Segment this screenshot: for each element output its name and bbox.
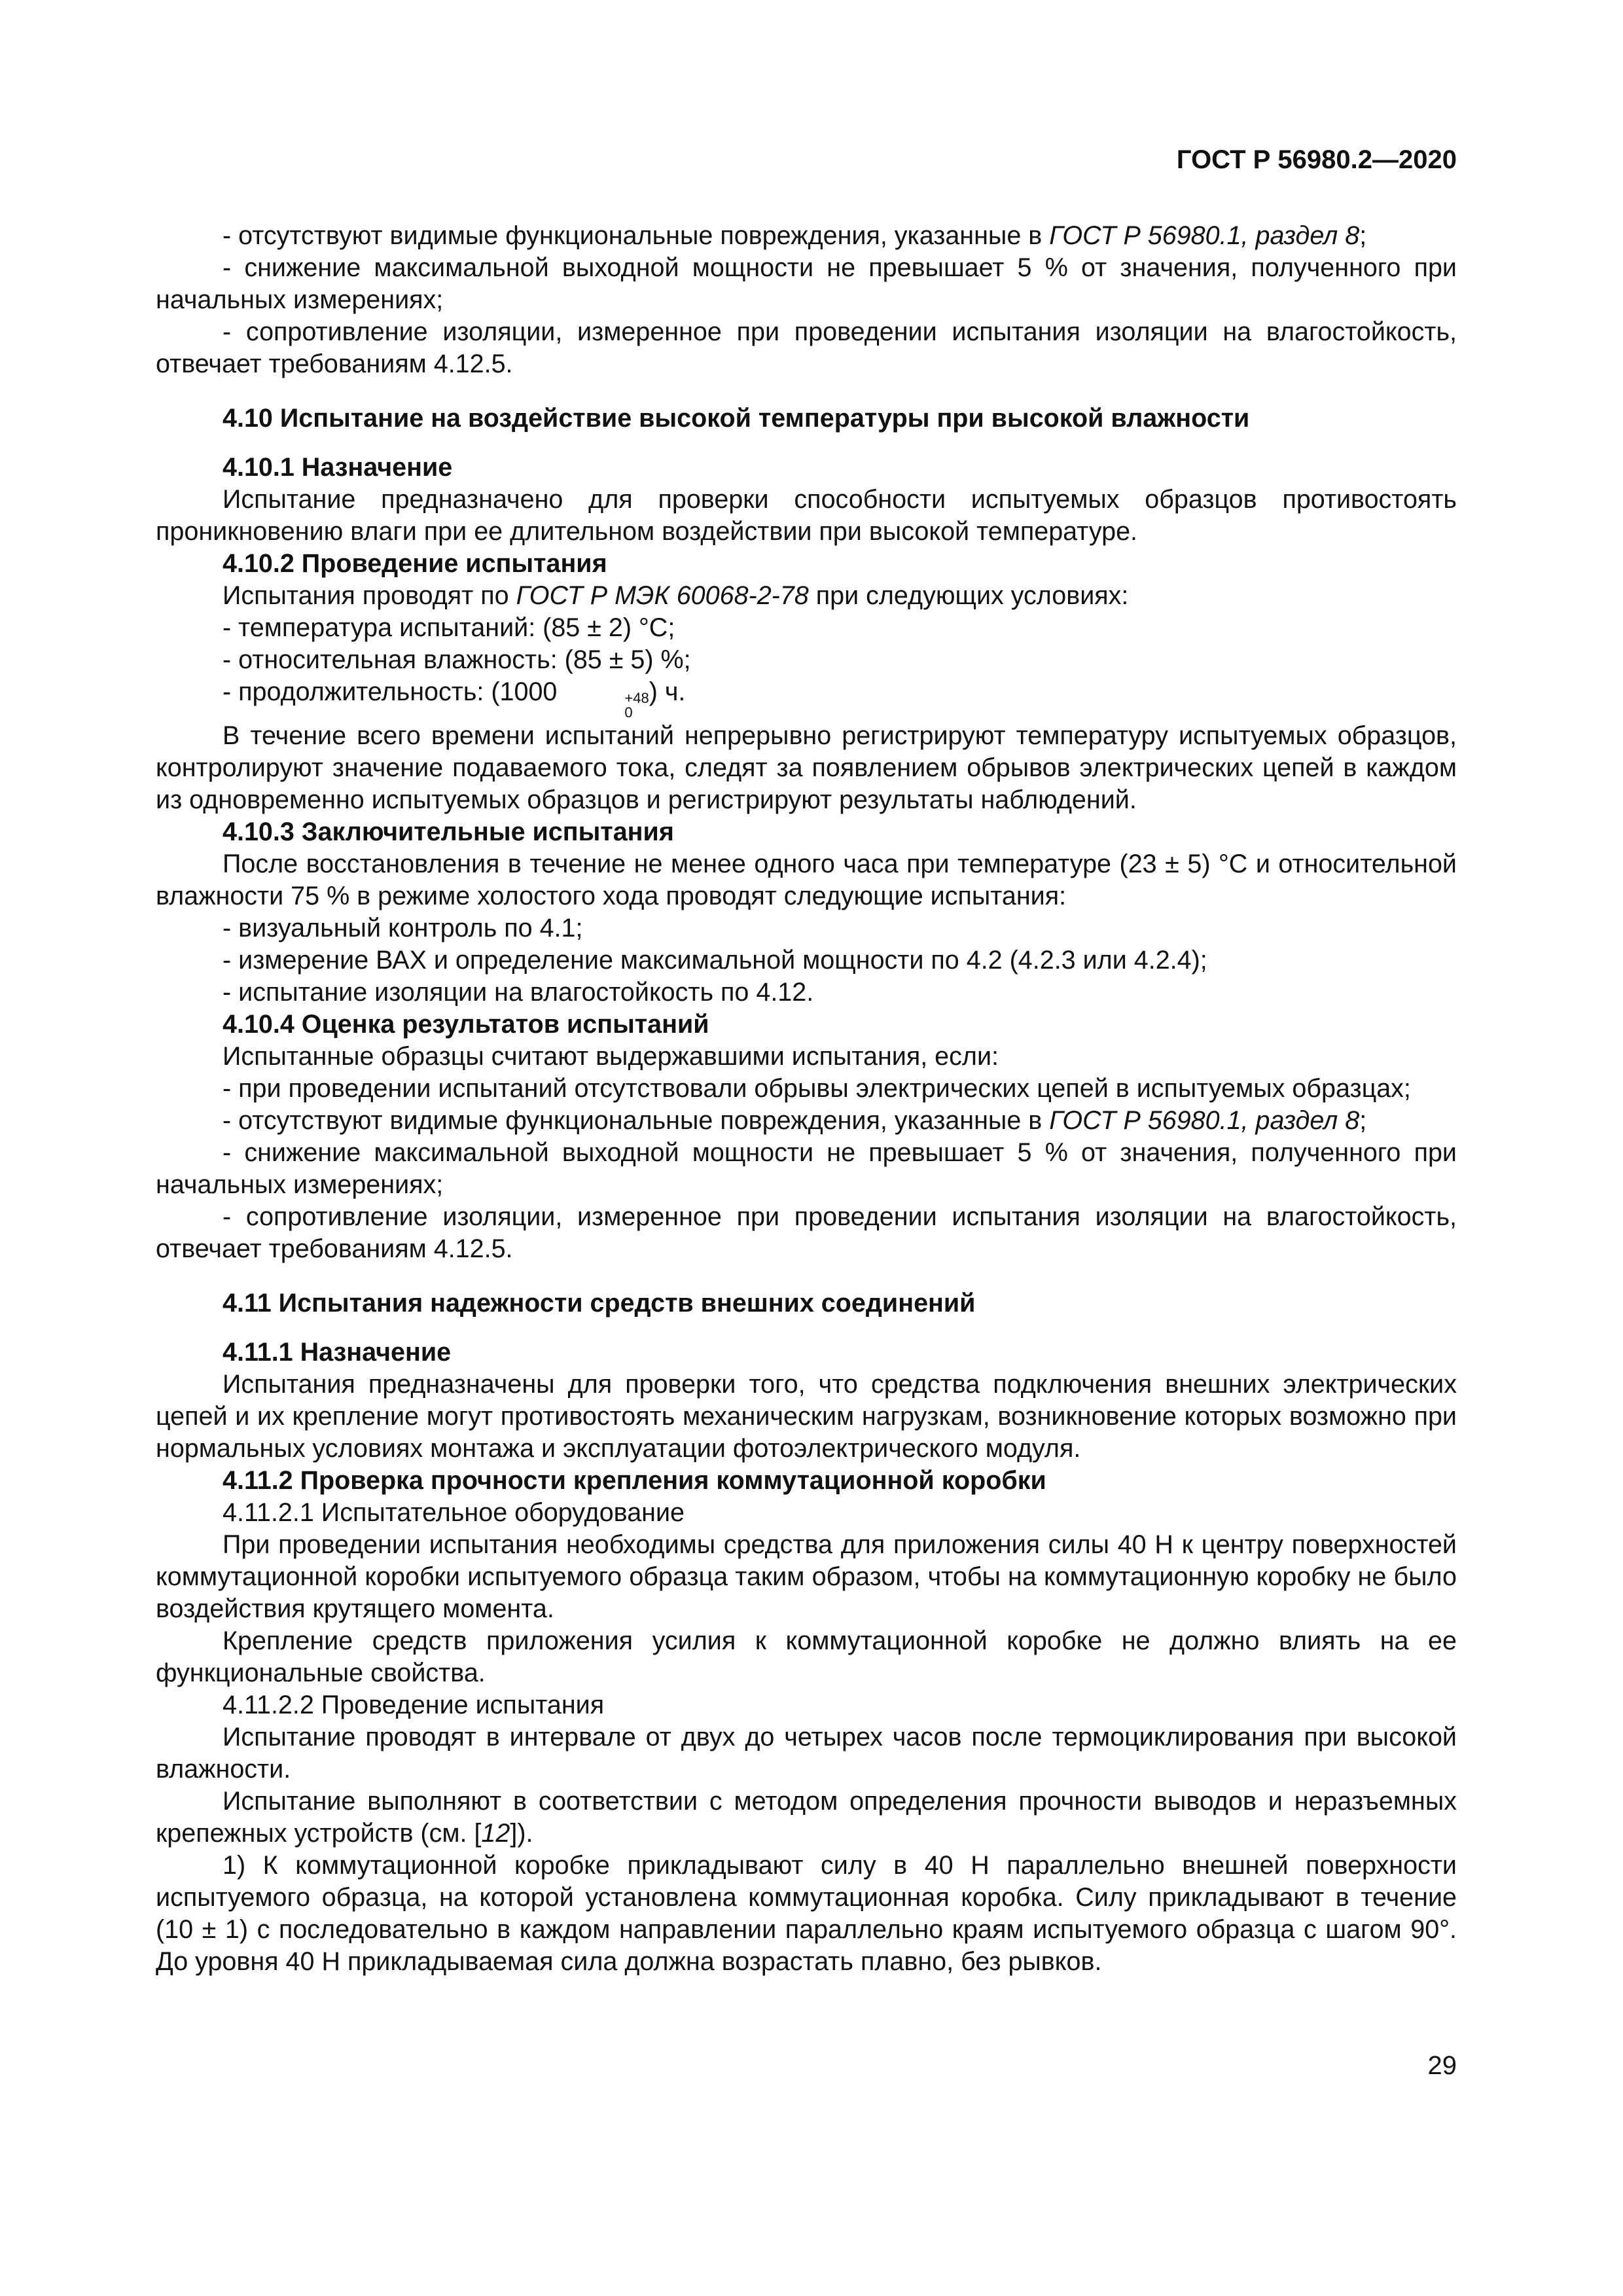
list-line bbox=[156, 1073, 1457, 1105]
subsection-heading bbox=[156, 1009, 1457, 1041]
list-line bbox=[156, 944, 1457, 977]
subsection-heading bbox=[156, 816, 1457, 848]
reference-text: 12 bbox=[481, 1819, 510, 1848]
clause-heading bbox=[156, 1497, 1457, 1529]
reference-text: ГОСТ Р 56980.1, раздел 8 bbox=[1049, 221, 1360, 250]
text-run: - при проведении испытаний отсутствовали обрывы электрических цепей в испытуемых образцах; bbox=[223, 1074, 1411, 1103]
list-line bbox=[156, 912, 1457, 944]
text-run: ) ч. bbox=[649, 677, 686, 706]
list-line bbox=[156, 1041, 1457, 1073]
text-run: - снижение максимальной выходной мощности не превышает 5 % от значения, полученного при начальных измерениях; bbox=[156, 253, 1457, 314]
text-run: 4.11.2.2 Проведение испытания bbox=[223, 1691, 605, 1719]
text-run: - отсутствуют видимые функциональные повреждения, указанные в bbox=[223, 1106, 1050, 1135]
list-line bbox=[156, 644, 1457, 676]
text-run: - испытание изоляции на влагостойкость по 4.12. bbox=[223, 978, 814, 1007]
subsection-heading bbox=[156, 1336, 1457, 1369]
paragraph bbox=[156, 1137, 1457, 1201]
clause-heading bbox=[156, 1689, 1457, 1721]
subsection-heading bbox=[156, 1465, 1457, 1497]
text-run: ; bbox=[1359, 1106, 1367, 1135]
section-heading bbox=[156, 1287, 1457, 1319]
text-run: 1) К коммутационной коробке прикладывают силу в 40 Н параллельно внешней поверхности испытуемого образца, на которой установлена коммутационная коробка. Силу прикладывают в течение (10 ± 1) с последовательно в каждом направлении параллельно краям испытуемого образца с шагом 90°. До уровня 40 Н прикладываемая сила должна возрастать плавно, без рывков. bbox=[156, 1851, 1457, 1976]
text-run: Испытания проводят по bbox=[223, 581, 516, 610]
subsection-heading bbox=[156, 548, 1457, 580]
text-run: Испытание проводят в интервале от двух до четырех часов после термоциклирования при высокой влажности. bbox=[156, 1723, 1457, 1784]
text-run: - продолжительность: (1000 bbox=[223, 677, 558, 706]
paragraph bbox=[156, 316, 1457, 380]
text-run: - измерение ВАХ и определение максимальной мощности по 4.2 (4.2.3 или 4.2.4); bbox=[223, 946, 1207, 975]
text-run: В течение всего времени испытаний непрерывно регистрируют температуру испытуемых образцов, контролируют значение подаваемого тока, следят за появлением обрывов электрических цепей в каждом из одновременно испытуемых образцов и регистрируют результаты наблюдений. bbox=[156, 721, 1457, 814]
text-run: 4.10.4 Оценка результатов испытаний bbox=[223, 1010, 709, 1039]
subsection-heading bbox=[156, 452, 1457, 484]
paragraph bbox=[156, 1201, 1457, 1265]
paragraph bbox=[156, 1529, 1457, 1625]
paragraph bbox=[156, 1785, 1457, 1850]
list-line bbox=[156, 977, 1457, 1009]
text-run: Испытание предназначено для проверки способности испытуемых образцов противостоять проникновению влаги при ее длительном воздействии при высокой температуре. bbox=[156, 485, 1457, 546]
text-run: Крепление средств приложения усилия к коммутационной коробке не должно влиять на ее функциональные свойства. bbox=[156, 1626, 1457, 1687]
paragraph bbox=[156, 720, 1457, 816]
text-run: 4.11.1 Назначение bbox=[223, 1338, 452, 1367]
paragraph bbox=[156, 252, 1457, 316]
paragraph bbox=[156, 848, 1457, 912]
text-run: 4.11.2.1 Испытательное оборудование bbox=[223, 1498, 685, 1527]
paragraph bbox=[156, 1721, 1457, 1785]
text-run: Испытание выполняют в соответствии с методом определения прочности выводов и неразъемных крепежных устройств (см. [ bbox=[156, 1787, 1457, 1848]
text-run: 4.10.1 Назначение bbox=[223, 453, 453, 482]
document-body bbox=[156, 220, 1457, 1978]
text-run: ; bbox=[1359, 221, 1367, 250]
reference-text: ГОСТ Р 56980.1, раздел 8 bbox=[1049, 1106, 1360, 1135]
text-run: - относительная влажность: (85 ± 5) %; bbox=[223, 645, 691, 674]
paragraph bbox=[156, 484, 1457, 548]
text-run: - сопротивление изоляции, измеренное при проведении испытания изоляции на влагостойкость, отвечает требованиям 4.12.5. bbox=[156, 1202, 1457, 1263]
text-run: - температура испытаний: (85 ± 2) °С; bbox=[223, 613, 675, 642]
document-standard-header: ГОСТ Р 56980.2—2020 bbox=[1176, 145, 1457, 174]
list-line bbox=[156, 676, 1457, 720]
text-run: Испытанные образцы считают выдержавшими испытания, если: bbox=[223, 1042, 999, 1071]
text-run: Испытания предназначены для проверки того, что средства подключения внешних электрических цепей и их крепление могут противостоять механическим нагрузкам, возникновение которых возможно при нормальных условиях монтажа и эксплуатации фотоэлектрического модуля. bbox=[156, 1370, 1457, 1463]
reference-text: ГОСТ Р МЭК 60068-2-78 bbox=[516, 581, 809, 610]
list-line bbox=[156, 612, 1457, 644]
text-run: - снижение максимальной выходной мощности не превышает 5 % от значения, полученного при начальных измерениях; bbox=[156, 1138, 1457, 1199]
list-line bbox=[156, 1105, 1457, 1137]
text-run: 4.11 Испытания надежности средств внешних соединений bbox=[223, 1289, 976, 1318]
tolerance-fraction bbox=[558, 691, 649, 720]
list-line bbox=[156, 220, 1457, 252]
text-run: После восстановления в течение не менее одного часа при температуре (23 ± 5) °С и относительной влажности 75 % в режиме холостого хода проводят следующие испытания: bbox=[156, 850, 1457, 910]
text-run: ]). bbox=[510, 1819, 533, 1848]
text-run: 4.10.3 Заключительные испытания bbox=[223, 817, 674, 846]
text-run: 4.10.2 Проведение испытания bbox=[223, 549, 607, 578]
text-run: При проведении испытания необходимы средства для приложения силы 40 Н к центру поверхностей коммутационной коробки испытуемого образца таким образом, чтобы на коммутационную коробку не было воздействия крутящего момента. bbox=[156, 1530, 1457, 1623]
section-heading bbox=[156, 403, 1457, 435]
text-run: - визуальный контроль по 4.1; bbox=[223, 914, 583, 942]
paragraph bbox=[156, 1369, 1457, 1465]
list-line bbox=[156, 580, 1457, 612]
tolerance-upper: +48 bbox=[624, 690, 649, 706]
tolerance-lower: 0 bbox=[624, 704, 633, 721]
text-run: 4.10 Испытание на воздействие высокой температуры при высокой влажности bbox=[223, 404, 1250, 433]
text-run: - отсутствуют видимые функциональные повреждения, указанные в bbox=[223, 221, 1050, 250]
text-run: 4.11.2 Проверка прочности крепления коммутационной коробки bbox=[223, 1466, 1046, 1495]
text-run: - сопротивление изоляции, измеренное при проведении испытания изоляции на влагостойкость, отвечает требованиям 4.12.5. bbox=[156, 317, 1457, 378]
page-number: 29 bbox=[1427, 2051, 1457, 2080]
paragraph bbox=[156, 1625, 1457, 1689]
paragraph bbox=[156, 1850, 1457, 1978]
text-run: при следующих условиях: bbox=[808, 581, 1129, 610]
